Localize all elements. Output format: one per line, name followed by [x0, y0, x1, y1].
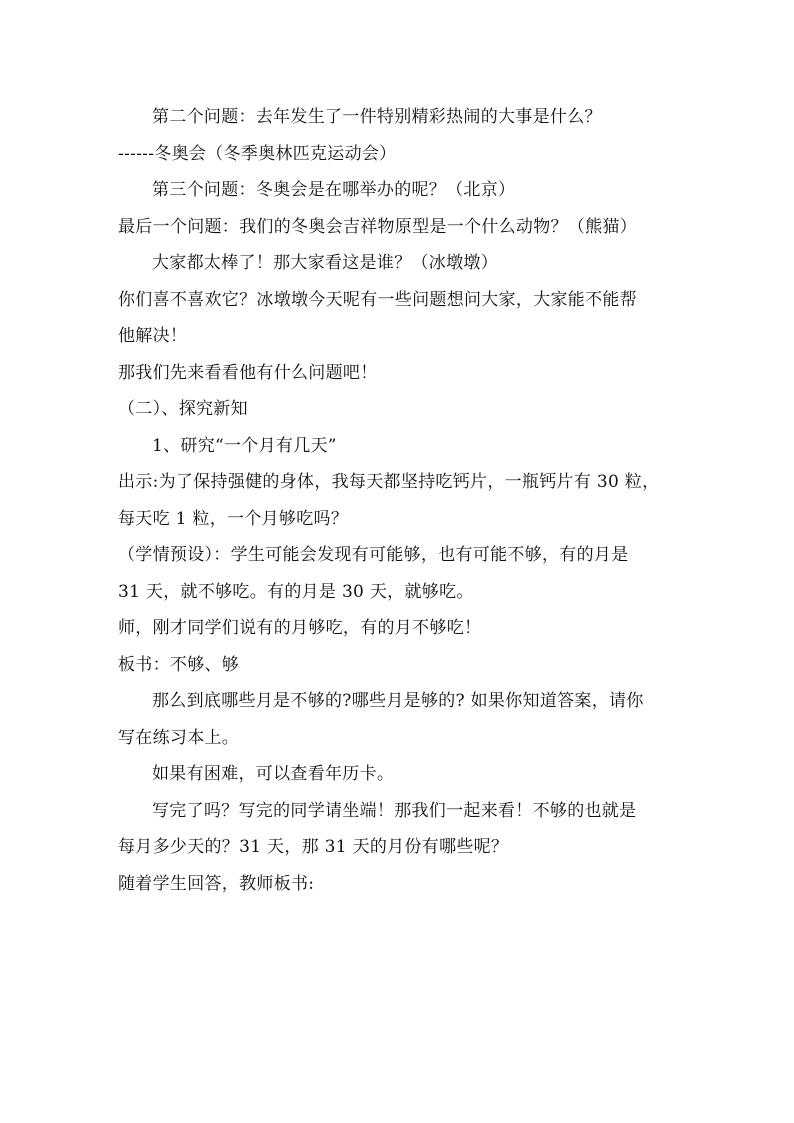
text-line: 写完了吗？写完的同学请坐端！那我们一起来看！不够的也就是	[152, 800, 637, 821]
text-line: 31 天，就不够吃。有的月是 30 天，就够吃。	[118, 581, 474, 602]
text-line: ------冬奥会（冬季奥林匹克运动会）	[118, 143, 397, 164]
text-line: （二）、探究新知	[118, 399, 248, 419]
text-line: （学情预设）：学生可能会发现有可能够，也有可能不够，有的月是	[118, 545, 629, 565]
text-line: 师，刚才同学们说有的月够吃，有的月不够吃！	[118, 618, 482, 638]
text-line: 他解决！	[118, 326, 188, 346]
text-line: 每月多少天的？31 天，那 31 天的月份有哪些呢？	[118, 837, 509, 857]
text-line: 第三个问题：冬奥会是在哪举办的呢？（北京）	[152, 180, 516, 200]
text-line: 最后一个问题：我们的冬奥会吉祥物原型是一个什么动物？（熊猫）	[118, 216, 637, 237]
text-line: 如果有困难，可以查看年历卡。	[152, 764, 395, 784]
document-body	[118, 99, 680, 902]
text-line: 出示:为了保持强健的身体，我每天都坚持吃钙片，一瓶钙片有 30 粒，	[118, 472, 660, 492]
text-line: 第二个问题：去年发生了一件特别精彩热闹的大事是什么？	[152, 107, 602, 127]
text-line: 那么到底哪些月是不够的?哪些月是够的? 如果你知道答案，请你	[152, 691, 644, 711]
text-line: 每天吃 1 粒，一个月够吃吗？	[118, 508, 349, 529]
text-line: 随着学生回答，教师板书:	[118, 873, 315, 894]
text-line: 那我们先来看看他有什么问题吧！	[118, 362, 378, 383]
text-line: 板书：不够、够	[118, 654, 240, 675]
text-line: 1、研究“一个月有几天”	[152, 435, 337, 456]
text-line: 大家都太棒了！那大家看这是谁？（冰墩墩）	[152, 253, 498, 273]
text-line: 你们喜不喜欢它？冰墩墩今天呢有一些问题想问大家，大家能不能帮	[118, 289, 637, 310]
text-line: 写在练习本上。	[118, 727, 240, 748]
